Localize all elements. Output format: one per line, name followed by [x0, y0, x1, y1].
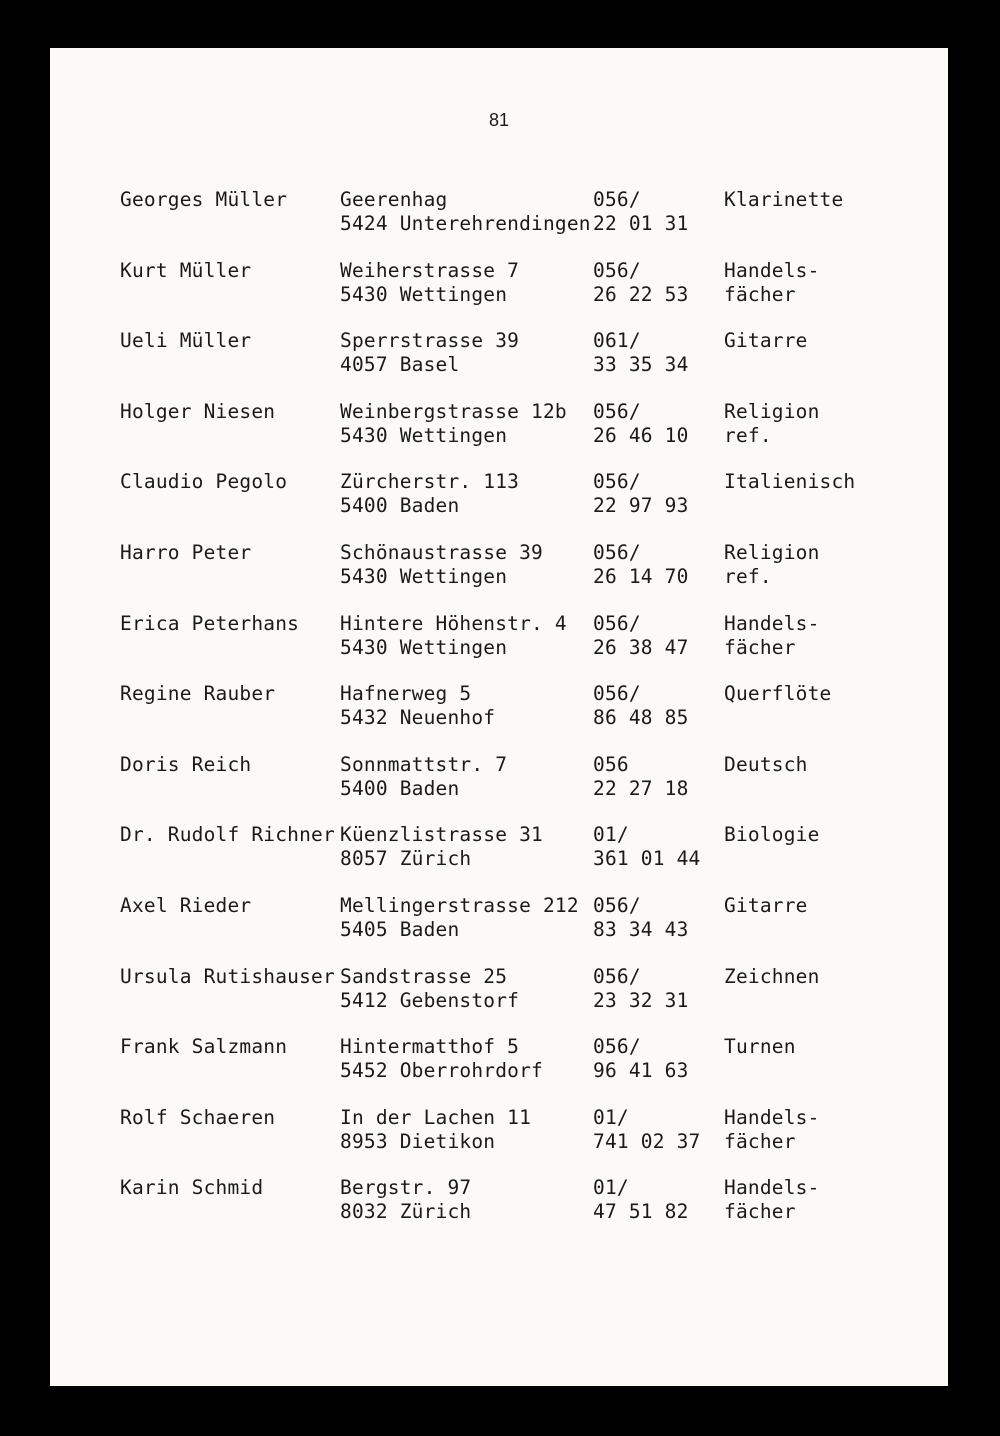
- address-line: 5430 Wettingen: [340, 565, 508, 588]
- address-line: 5424 Unterehrendingen: [340, 212, 591, 235]
- subject-line: fächer: [724, 282, 796, 306]
- address: [340, 259, 519, 307]
- address: [340, 1176, 471, 1224]
- person-name: [120, 823, 335, 847]
- phone-number-line: 22 27 18: [593, 776, 689, 800]
- person-name-line: Frank Salzmann: [120, 1035, 288, 1059]
- address-line: Sandstrasse 25: [340, 964, 508, 988]
- subject: [724, 823, 820, 871]
- phone-number-line: 056/: [593, 399, 641, 423]
- person-name-line: Regine Rauber: [120, 682, 276, 706]
- address: [340, 541, 543, 589]
- subject-line: fächer: [724, 1129, 796, 1153]
- directory-entry: [50, 188, 948, 248]
- document-page: [50, 48, 948, 1386]
- person-name: [120, 965, 335, 989]
- phone-number: [593, 682, 689, 730]
- subject-line: Biologie: [724, 823, 820, 847]
- phone-number: [593, 188, 689, 236]
- person-name: [120, 541, 251, 565]
- person-name-line: Claudio Pegolo: [120, 470, 288, 494]
- phone-number-line: 056: [593, 752, 629, 776]
- subject-line: Handels-: [724, 258, 820, 282]
- address-line: Sonnmattstr. 7: [340, 752, 508, 776]
- address-line: 8032 Zürich: [340, 1200, 472, 1224]
- address-line: 5400 Baden: [340, 776, 460, 800]
- address: [340, 188, 591, 236]
- directory-entry: [50, 612, 948, 672]
- directory-entry: [50, 259, 948, 319]
- phone-number-line: 86 48 85: [593, 706, 689, 730]
- directory-entry: [50, 894, 948, 954]
- address: [340, 400, 567, 448]
- address-line: Schönaustrasse 39: [340, 541, 543, 564]
- person-name: [120, 188, 287, 212]
- subject-line: Klarinette: [724, 188, 844, 211]
- subject-line: [724, 847, 820, 871]
- phone-number-line: 01/: [593, 1176, 629, 1200]
- phone-number: [593, 329, 689, 377]
- address-line: 5412 Gebenstorf: [340, 988, 520, 1012]
- address-line: Sperrstrasse 39: [340, 329, 520, 353]
- phone-number-line: 741 02 37: [593, 1129, 701, 1153]
- subject: [724, 682, 831, 730]
- phone-number-line: 96 41 63: [593, 1059, 689, 1083]
- subject-line: Religion: [724, 399, 820, 423]
- subject-line: Turnen: [724, 1035, 796, 1059]
- phone-number-line: 361 01 44: [593, 847, 701, 871]
- address-line: 5430 Wettingen: [340, 635, 508, 659]
- address-line: Hintere Höhenstr. 4: [340, 611, 567, 635]
- person-name: [120, 1106, 275, 1130]
- address-line: Weiherstrasse 7: [340, 258, 520, 282]
- person-name: [120, 1176, 263, 1200]
- subject-line: Querflöte: [724, 682, 832, 706]
- directory-entry: [50, 400, 948, 460]
- phone-number-line: 26 22 53: [593, 282, 689, 306]
- phone-number-line: 061/: [593, 329, 641, 353]
- subject-line: [724, 353, 808, 377]
- subject: [724, 329, 808, 377]
- phone-number-line: 26 38 47: [593, 635, 689, 659]
- address-line: 5452 Oberrohrdorf: [340, 1059, 543, 1083]
- address-line: Hintermatthof 5: [340, 1035, 520, 1059]
- subject-line: Handels-: [724, 1105, 820, 1129]
- phone-number: [593, 259, 689, 307]
- person-name-line: Kurt Müller: [120, 258, 252, 282]
- phone-number-line: 01/: [593, 1105, 629, 1129]
- subject: [724, 1176, 820, 1224]
- address: [340, 823, 543, 871]
- directory-entry: [50, 1106, 948, 1166]
- address-line: 8953 Dietikon: [340, 1129, 496, 1153]
- subject-line: Deutsch: [724, 752, 808, 776]
- phone-number-line: 056/: [593, 682, 641, 706]
- person-name-line: Erica Peterhans: [120, 611, 300, 635]
- subject-line: Italienisch: [724, 470, 856, 494]
- address-line: 8057 Zürich: [340, 847, 472, 871]
- address-line: Geerenhag: [340, 188, 448, 211]
- subject-line: Handels-: [724, 611, 820, 635]
- address-line: 5430 Wettingen: [340, 282, 508, 306]
- subject: [724, 400, 820, 448]
- person-name-line: Ueli Müller: [120, 329, 252, 353]
- subject-line: Handels-: [724, 1176, 820, 1200]
- subject-line: Religion: [724, 541, 820, 564]
- phone-number-line: 33 35 34: [593, 353, 689, 377]
- subject-line: [724, 1059, 796, 1083]
- phone-number: [593, 612, 689, 660]
- subject-line: Gitarre: [724, 894, 808, 917]
- person-name-line: Harro Peter: [120, 541, 252, 564]
- person-name-line: Georges Müller: [120, 188, 288, 211]
- subject: [724, 753, 808, 801]
- directory-entry: [50, 1035, 948, 1095]
- subject-line: [724, 918, 808, 942]
- subject-line: Gitarre: [724, 329, 808, 353]
- address-line: Zürcherstr. 113: [340, 470, 520, 494]
- subject: [724, 541, 820, 589]
- subject: [724, 1035, 796, 1083]
- person-name-line: Doris Reich: [120, 752, 252, 776]
- person-name-line: Ursula Rutishauser: [120, 964, 335, 988]
- phone-number-line: 83 34 43: [593, 918, 689, 941]
- person-name: [120, 470, 287, 494]
- directory-entry: [50, 753, 948, 813]
- phone-number-line: 26 46 10: [593, 423, 689, 447]
- phone-number: [593, 1106, 700, 1154]
- address: [340, 1106, 531, 1154]
- person-name-line: Rolf Schaeren: [120, 1105, 276, 1129]
- address: [340, 753, 507, 801]
- address-line: 5400 Baden: [340, 494, 460, 518]
- phone-number: [593, 1035, 689, 1083]
- phone-number: [593, 1176, 689, 1224]
- subject: [724, 965, 820, 1013]
- person-name: [120, 682, 275, 706]
- phone-number-line: 056/: [593, 541, 641, 564]
- subject-line: ref.: [724, 423, 772, 447]
- phone-number-line: 056/: [593, 258, 641, 282]
- phone-number-line: 056/: [593, 188, 641, 211]
- address: [340, 682, 495, 730]
- person-name: [120, 753, 251, 777]
- person-name-line: Axel Rieder: [120, 894, 252, 917]
- phone-number: [593, 894, 689, 942]
- address: [340, 329, 519, 377]
- subject-line: fächer: [724, 1200, 796, 1224]
- address: [340, 470, 519, 518]
- phone-number-line: 056/: [593, 894, 641, 917]
- directory-entry: [50, 470, 948, 530]
- subject-line: ref.: [724, 565, 772, 588]
- address-line: 5430 Wettingen: [340, 423, 508, 447]
- address: [340, 965, 519, 1013]
- address-line: Mellingerstrasse 212: [340, 894, 579, 917]
- person-name-line: Dr. Rudolf Richner: [120, 823, 335, 847]
- phone-number: [593, 965, 689, 1013]
- directory-entry: [50, 823, 948, 883]
- person-name: [120, 894, 251, 918]
- phone-number-line: 056/: [593, 1035, 641, 1059]
- subject-line: fächer: [724, 635, 796, 659]
- person-name: [120, 400, 275, 424]
- phone-number-line: 23 32 31: [593, 988, 689, 1012]
- phone-number-line: 01/: [593, 823, 629, 847]
- subject: [724, 259, 820, 307]
- subject: [724, 188, 843, 236]
- person-name-line: Holger Niesen: [120, 399, 276, 423]
- address: [340, 1035, 543, 1083]
- address: [340, 612, 567, 660]
- phone-number-line: 056/: [593, 964, 641, 988]
- person-name: [120, 1035, 287, 1059]
- address-line: Weinbergstrasse 12b: [340, 399, 567, 423]
- directory-entry: [50, 541, 948, 601]
- subject-line: Zeichnen: [724, 964, 820, 988]
- person-name-line: Karin Schmid: [120, 1176, 264, 1200]
- person-name: [120, 329, 251, 353]
- phone-number-line: 22 97 93: [593, 494, 689, 518]
- subject: [724, 612, 820, 660]
- phone-number-line: 056/: [593, 470, 641, 494]
- page-number: 81: [488, 110, 510, 130]
- directory-entry: [50, 329, 948, 389]
- phone-number: [593, 823, 700, 871]
- address-line: Küenzlistrasse 31: [340, 823, 543, 847]
- subject: [724, 894, 808, 942]
- phone-number-line: 22 01 31: [593, 212, 689, 235]
- phone-number-line: 056/: [593, 611, 641, 635]
- address-line: In der Lachen 11: [340, 1105, 532, 1129]
- directory-entry: [50, 1176, 948, 1236]
- address-line: 4057 Basel: [340, 353, 460, 377]
- address-line: Hafnerweg 5: [340, 682, 472, 706]
- address-line: 5405 Baden: [340, 918, 460, 941]
- address: [340, 894, 579, 942]
- subject: [724, 470, 855, 518]
- directory-entry: [50, 682, 948, 742]
- address-line: Bergstr. 97: [340, 1176, 472, 1200]
- subject-line: [724, 212, 843, 236]
- phone-number: [593, 753, 689, 801]
- phone-number-line: 26 14 70: [593, 565, 689, 588]
- subject-line: [724, 494, 855, 518]
- person-name: [120, 259, 251, 283]
- subject-line: [724, 777, 808, 801]
- person-name: [120, 612, 299, 636]
- subject-line: [724, 706, 831, 730]
- subject-line: [724, 989, 820, 1013]
- phone-number-line: 47 51 82: [593, 1200, 689, 1224]
- phone-number: [593, 400, 689, 448]
- address-line: 5432 Neuenhof: [340, 706, 496, 730]
- phone-number: [593, 541, 689, 589]
- phone-number: [593, 470, 689, 518]
- subject: [724, 1106, 820, 1154]
- directory-entry: [50, 965, 948, 1025]
